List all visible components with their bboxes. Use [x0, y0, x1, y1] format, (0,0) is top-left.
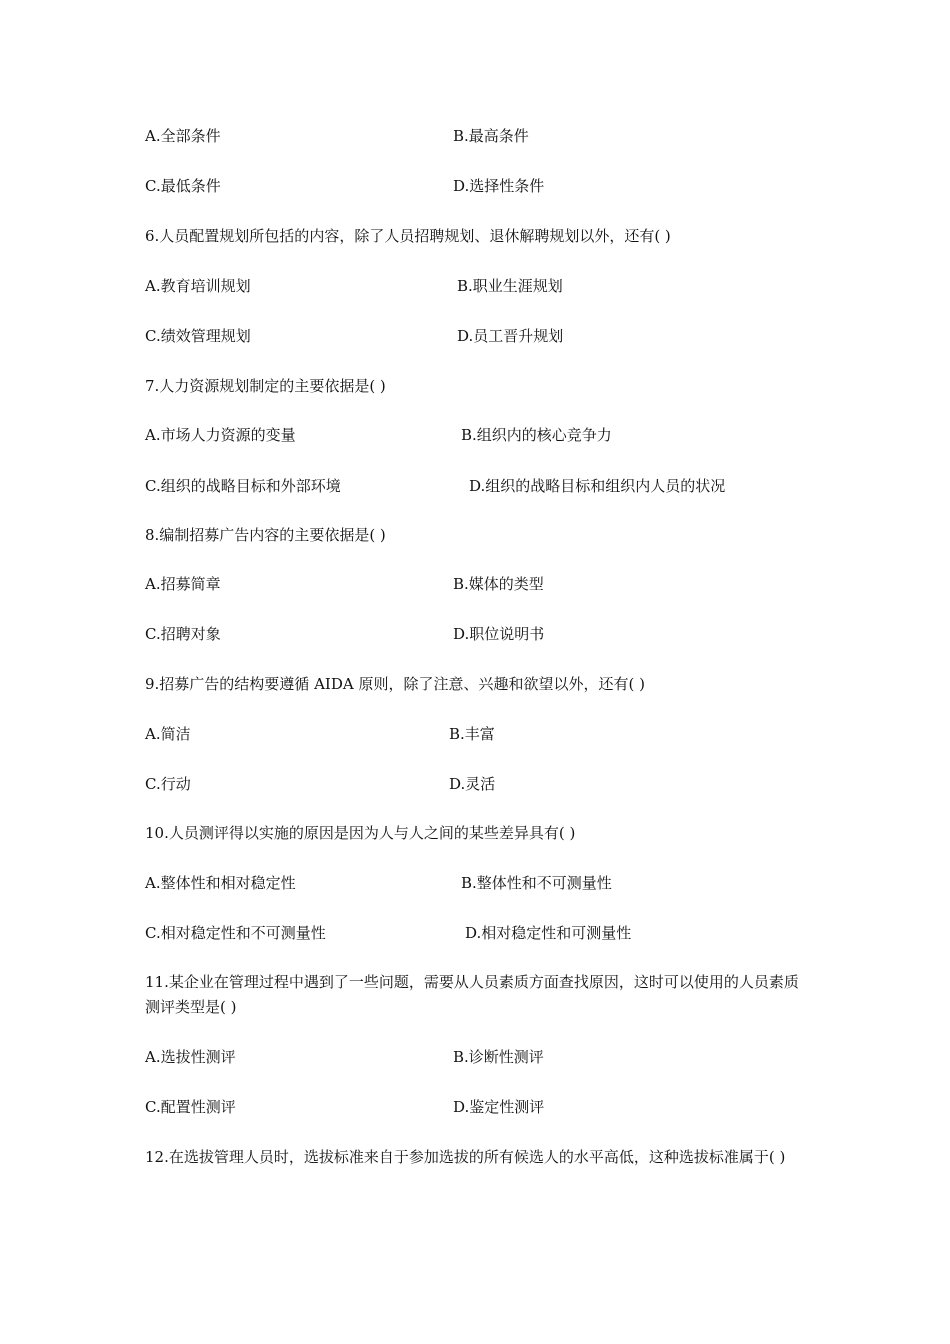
question-10: 10.人员测评得以实施的原因是因为人与人之间的某些差异具有( ): [145, 824, 576, 842]
option-a: A.教育培训规划: [145, 277, 251, 295]
option-a: A.全部条件: [145, 127, 221, 145]
option-c: C.行动: [145, 775, 191, 793]
option-a: A.整体性和相对稳定性: [145, 874, 296, 892]
option-b: B.诊断性测评: [453, 1048, 544, 1066]
option-d: D.灵活: [449, 775, 496, 793]
question-9: 9.招募广告的结构要遵循 AIDA 原则，除了注意、兴趣和欲望以外，还有( ): [145, 675, 645, 693]
option-b: B.组织内的核心竞争力: [461, 426, 612, 444]
question-12: 12.在选拔管理人员时，选拔标准来自于参加选拔的所有候选人的水平高低，这种选拔标准属于( ): [145, 1148, 786, 1166]
question-7: 7.人力资源规划制定的主要依据是( ): [145, 377, 386, 395]
option-a: A.简洁: [145, 725, 191, 743]
option-a: A.招募简章: [145, 575, 221, 593]
option-b: B.媒体的类型: [453, 575, 544, 593]
question-8: 8.编制招募广告内容的主要依据是( ): [145, 526, 386, 544]
option-c: C.绩效管理规划: [145, 327, 251, 345]
option-a: A.选拔性测评: [145, 1048, 236, 1066]
option-d: D.职位说明书: [453, 625, 545, 643]
option-a: A.市场人力资源的变量: [145, 426, 296, 444]
option-d: D.组织的战略目标和组织内人员的状况: [469, 477, 726, 495]
option-c: C.招聘对象: [145, 625, 221, 643]
option-b: B.职业生涯规划: [457, 277, 563, 295]
option-c: C.配置性测评: [145, 1098, 236, 1116]
option-d: D.员工晋升规划: [457, 327, 564, 345]
option-b: B.最高条件: [453, 127, 529, 145]
option-d: D.相对稳定性和可测量性: [465, 924, 632, 942]
option-d: D.鉴定性测评: [453, 1098, 545, 1116]
question-11: 11.某企业在管理过程中遇到了一些问题，需要从人员素质方面查找原因，这时可以使用的人员素质测评类型是( ): [145, 973, 799, 1016]
option-c: C.相对稳定性和不可测量性: [145, 924, 326, 942]
option-c: C.组织的战略目标和外部环境: [145, 477, 341, 495]
option-d: D.选择性条件: [453, 177, 545, 195]
option-b: B.丰富: [449, 725, 495, 743]
question-6: 6.人员配置规划所包括的内容，除了人员招聘规划、退休解聘规划以外，还有( ): [145, 227, 671, 245]
option-b: B.整体性和不可测量性: [461, 874, 612, 892]
option-c: C.最低条件: [145, 177, 221, 195]
